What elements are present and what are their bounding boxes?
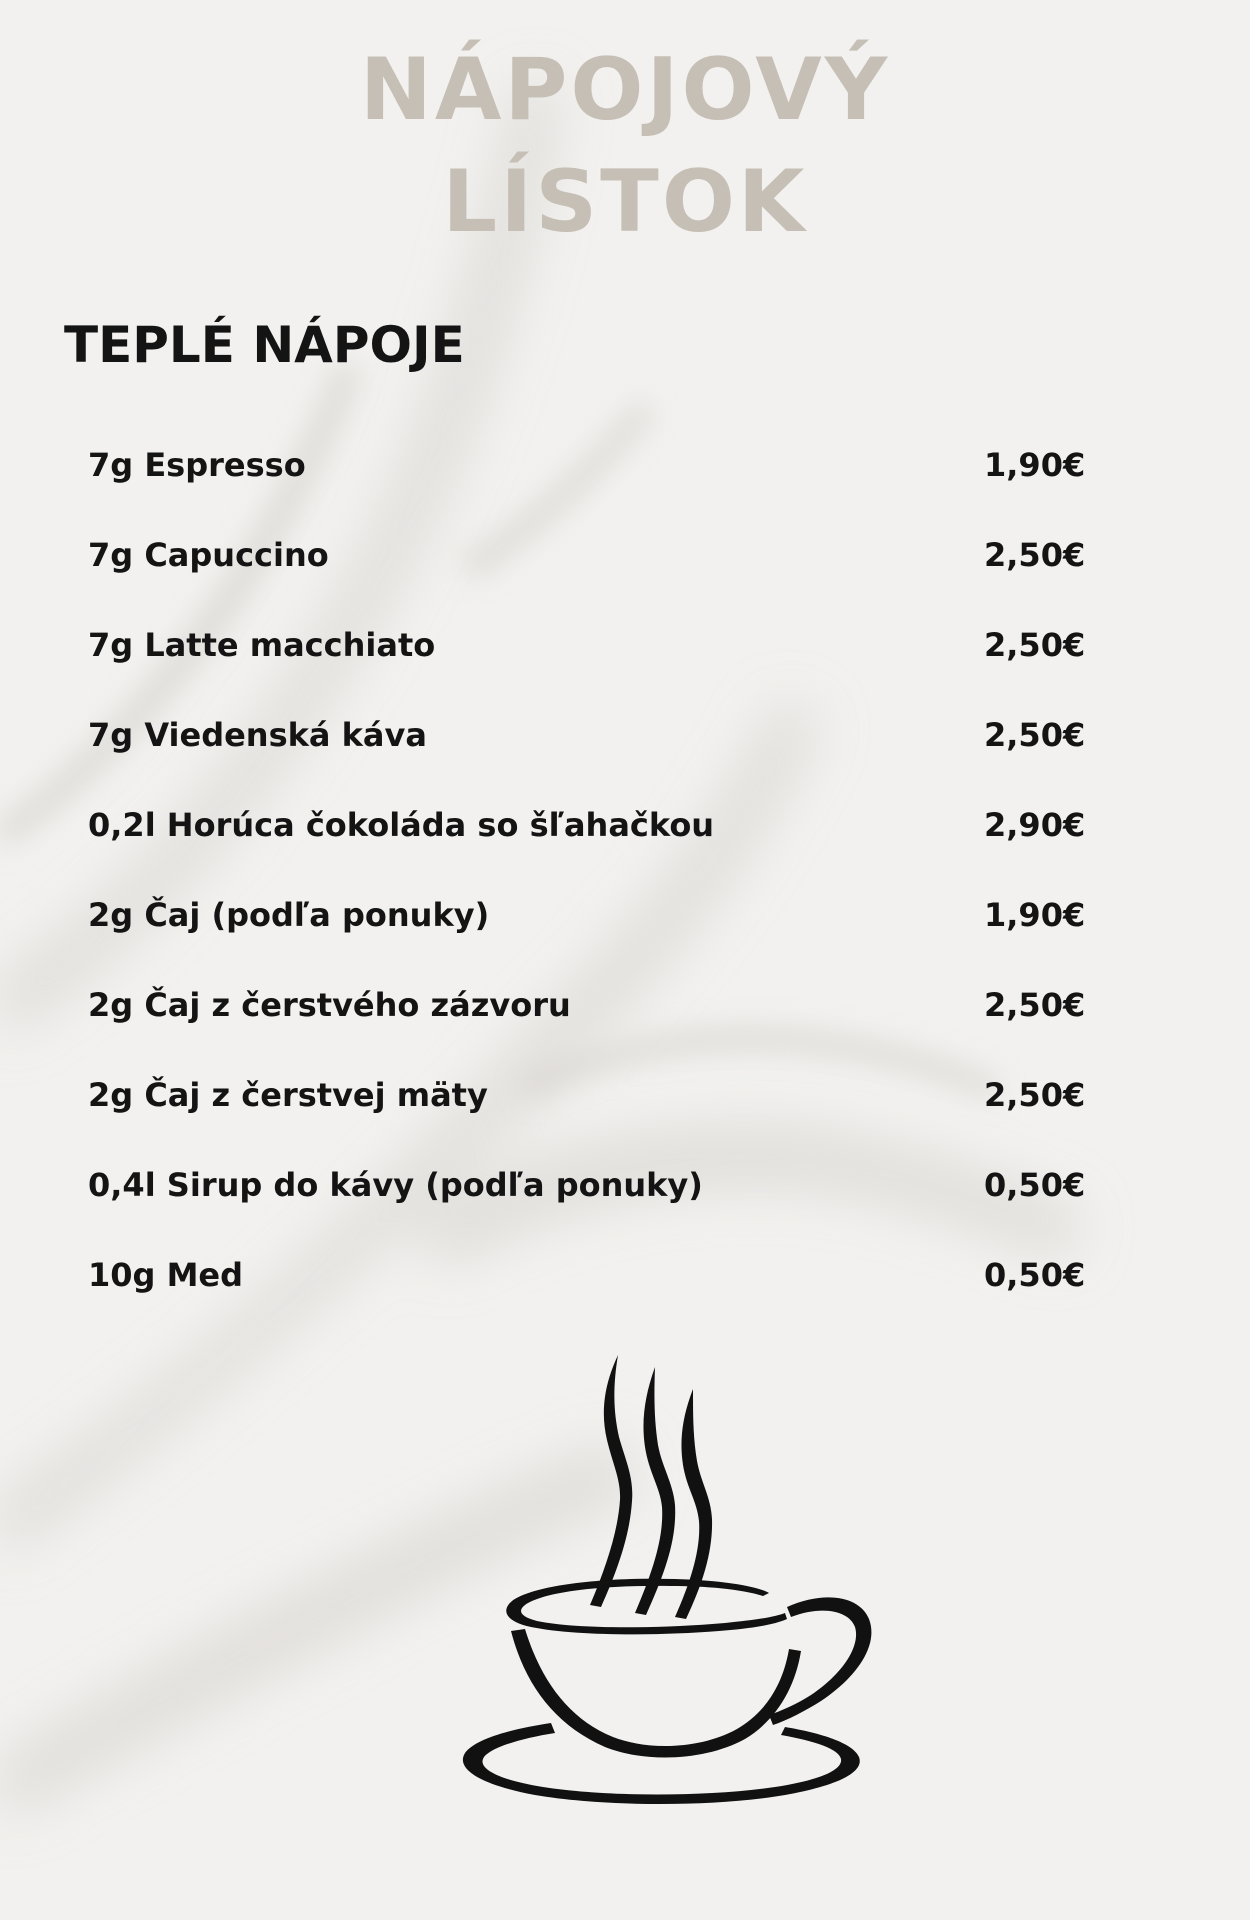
menu-item-name: 2g Čaj z čerstvého zázvoru: [88, 986, 571, 1024]
menu-item: [88, 510, 1088, 600]
saucer-icon: [463, 1723, 860, 1804]
menu-item-price: 1,90€: [984, 446, 1086, 484]
menu-item-price: 2,50€: [984, 716, 1086, 754]
menu-title: [0, 34, 1250, 258]
menu-item-price: 2,90€: [984, 806, 1086, 844]
menu-title-line1: NÁPOJOVÝ: [359, 40, 891, 140]
menu-item: [88, 1050, 1088, 1140]
menu-item: [88, 600, 1088, 690]
menu-item: [88, 690, 1088, 780]
section-heading-hot-drinks: TEPLÉ NÁPOJE: [64, 316, 465, 374]
menu-item-price: 1,90€: [984, 896, 1086, 934]
menu-item-name: 0,2l Horúca čokoláda so šľahačkou: [88, 806, 715, 844]
coffee-cup-icon: [455, 1355, 875, 1825]
menu-item-name: 10g Med: [88, 1256, 244, 1294]
menu-item: [88, 1230, 1088, 1320]
menu-item-name: 0,4l Sirup do kávy (podľa ponuky): [88, 1166, 703, 1204]
menu-item-price: 2,50€: [984, 536, 1086, 574]
menu-item-list: [88, 420, 1088, 1320]
menu-item-name: 7g Viedenská káva: [88, 716, 427, 754]
menu-item-name: 2g Čaj z čerstvej mäty: [88, 1076, 488, 1114]
menu-item-price: 0,50€: [984, 1256, 1086, 1294]
menu-item-name: 7g Espresso: [88, 446, 306, 484]
menu-item: [88, 870, 1088, 960]
menu-item: [88, 960, 1088, 1050]
menu-item: [88, 420, 1088, 510]
menu-item-price: 0,50€: [984, 1166, 1086, 1204]
menu-item: [88, 1140, 1088, 1230]
menu-title-line2: LÍSTOK: [442, 152, 808, 252]
menu-item-price: 2,50€: [984, 986, 1086, 1024]
menu-item-name: 7g Latte macchiato: [88, 626, 436, 664]
menu-item-name: 2g Čaj (podľa ponuky): [88, 896, 490, 934]
menu-item: [88, 780, 1088, 870]
menu-item-price: 2,50€: [984, 626, 1086, 664]
menu-item-price: 2,50€: [984, 1076, 1086, 1114]
menu-item-name: 7g Capuccino: [88, 536, 329, 574]
